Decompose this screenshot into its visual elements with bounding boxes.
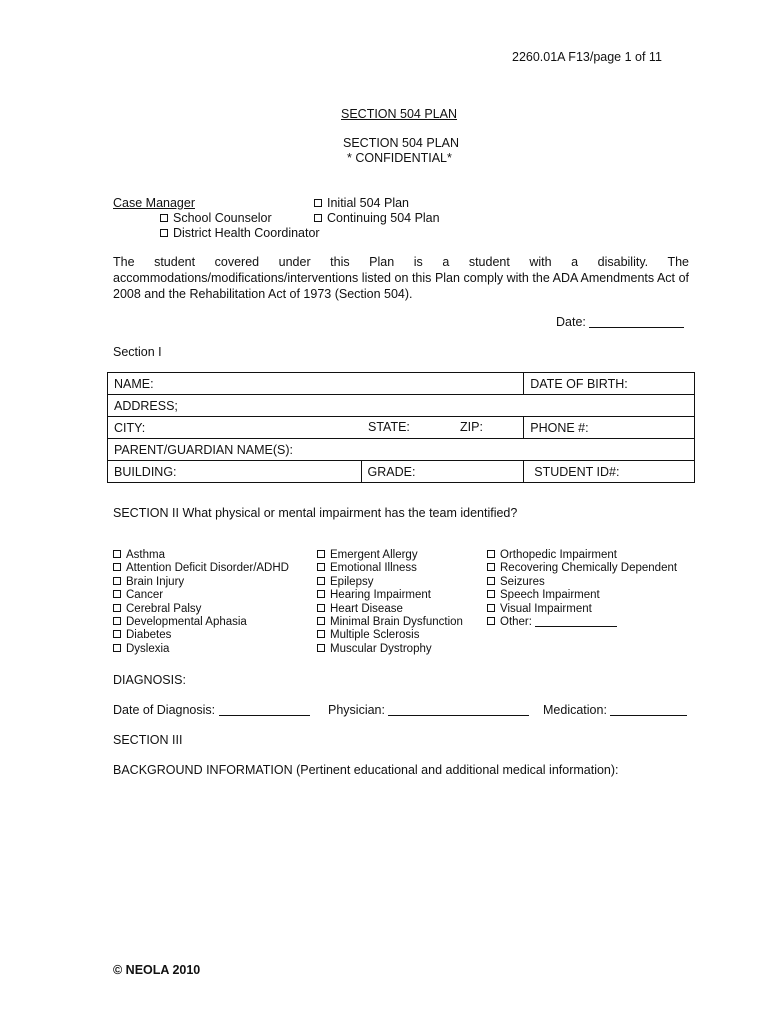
intro-paragraph: The student covered under this Plan is a student with a disability. The accommodations/modifications/interventions listed on this Plan comply with the ADA Amendments Act of 2008 and the Rehabilitation Act of 1973 (Section 504).	[113, 255, 689, 301]
document-title: SECTION 504 PLAN	[341, 107, 458, 121]
impairment-option[interactable]: Visual Impairment	[487, 603, 677, 616]
section-i-heading: Section I	[113, 345, 162, 359]
impairment-option[interactable]: Emotional Illness	[317, 562, 463, 575]
background-info-label: BACKGROUND INFORMATION (Pertinent educational and additional medical information):	[113, 763, 619, 777]
confidential-label: * CONFIDENTIAL*	[347, 151, 452, 165]
date-of-diagnosis-field[interactable]: Date of Diagnosis:	[113, 703, 310, 717]
impairment-column-1	[113, 549, 289, 656]
checkbox-icon[interactable]	[317, 550, 325, 558]
impairment-option[interactable]: Heart Disease	[317, 603, 463, 616]
impairment-option[interactable]: Recovering Chemically Dependent	[487, 562, 677, 575]
initial-plan-option[interactable]: Initial 504 Plan	[314, 196, 409, 210]
physician-blank[interactable]	[388, 703, 529, 716]
section-iii-heading: SECTION III	[113, 733, 183, 747]
impairment-option[interactable]: Asthma	[113, 549, 289, 562]
address-cell[interactable]: ADDRESS;	[108, 395, 695, 417]
checkbox-icon[interactable]	[314, 214, 322, 222]
checkbox-icon[interactable]	[317, 604, 325, 612]
impairment-option[interactable]: Cancer	[113, 589, 289, 602]
continuing-plan-option[interactable]: Continuing 504 Plan	[314, 211, 440, 225]
checkbox-icon[interactable]	[113, 617, 121, 625]
impairment-column-2	[317, 549, 463, 656]
building-cell[interactable]: BUILDING:	[108, 461, 362, 483]
impairment-option[interactable]: Orthopedic Impairment	[487, 549, 677, 562]
checkbox-icon[interactable]	[314, 199, 322, 207]
impairment-option[interactable]: Emergent Allergy	[317, 549, 463, 562]
checkbox-icon[interactable]	[487, 604, 495, 612]
student-info-table	[107, 372, 695, 483]
checkbox-icon[interactable]	[487, 577, 495, 585]
impairment-option[interactable]: Muscular Dystrophy	[317, 643, 463, 656]
impairment-option[interactable]: Minimal Brain Dysfunction	[317, 616, 463, 629]
checkbox-icon[interactable]	[113, 550, 121, 558]
medication-blank[interactable]	[610, 703, 687, 716]
checkbox-icon[interactable]	[317, 577, 325, 585]
impairment-option[interactable]: Dyslexia	[113, 643, 289, 656]
grade-cell[interactable]: GRADE:	[361, 461, 524, 483]
impairment-option[interactable]: Diabetes	[113, 629, 289, 642]
impairment-option[interactable]: Seizures	[487, 576, 677, 589]
phone-cell[interactable]: PHONE #:	[524, 417, 695, 439]
district-health-option[interactable]: District Health Coordinator	[160, 226, 320, 240]
school-counselor-option[interactable]: School Counselor	[160, 211, 272, 225]
checkbox-icon[interactable]	[113, 644, 121, 652]
checkbox-icon[interactable]	[160, 229, 168, 237]
name-cell[interactable]: NAME:	[108, 373, 524, 395]
diagnosis-label: DIAGNOSIS:	[113, 673, 186, 687]
checkbox-icon[interactable]	[487, 617, 495, 625]
date-field[interactable]: Date:	[556, 315, 684, 329]
checkbox-icon[interactable]	[317, 590, 325, 598]
date-of-diagnosis-blank[interactable]	[219, 703, 310, 716]
state-label: STATE:	[368, 420, 410, 434]
impairment-option[interactable]: Cerebral Palsy	[113, 603, 289, 616]
physician-field[interactable]: Physician:	[328, 703, 529, 717]
impairment-option[interactable]: Hearing Impairment	[317, 589, 463, 602]
impairment-option[interactable]: Speech Impairment	[487, 589, 677, 602]
parent-cell[interactable]: PARENT/GUARDIAN NAME(S):	[108, 439, 695, 461]
document-subtitle: SECTION 504 PLAN	[343, 136, 460, 150]
page-reference: 2260.01A F13/page 1 of 11	[512, 50, 662, 64]
checkbox-icon[interactable]	[487, 550, 495, 558]
impairment-option-other[interactable]: Other:	[487, 616, 677, 629]
checkbox-icon[interactable]	[317, 644, 325, 652]
impairment-option[interactable]: Epilepsy	[317, 576, 463, 589]
impairment-option[interactable]: Brain Injury	[113, 576, 289, 589]
checkbox-icon[interactable]	[113, 590, 121, 598]
checkbox-icon[interactable]	[160, 214, 168, 222]
case-manager-label: Case Manager	[113, 196, 195, 210]
checkbox-icon[interactable]	[487, 590, 495, 598]
date-blank[interactable]	[589, 315, 684, 328]
checkbox-icon[interactable]	[113, 630, 121, 638]
checkbox-icon[interactable]	[113, 563, 121, 571]
checkbox-icon[interactable]	[113, 604, 121, 612]
checkbox-icon[interactable]	[113, 577, 121, 585]
impairment-option[interactable]: Developmental Aphasia	[113, 616, 289, 629]
checkbox-icon[interactable]	[487, 563, 495, 571]
city-label: CITY:	[114, 420, 146, 435]
impairment-option[interactable]: Multiple Sclerosis	[317, 629, 463, 642]
copyright-footer: © NEOLA 2010	[113, 963, 201, 977]
city-state-zip-cell[interactable]	[108, 417, 524, 439]
section-ii-heading: SECTION II What physical or mental impairment has the team identified?	[113, 506, 518, 520]
dob-cell[interactable]: DATE OF BIRTH:	[524, 373, 695, 395]
medication-field[interactable]: Medication:	[543, 703, 687, 717]
student-id-cell[interactable]: STUDENT ID#:	[524, 461, 695, 483]
impairment-option[interactable]: Attention Deficit Disorder/ADHD	[113, 562, 289, 575]
zip-label: ZIP:	[460, 420, 483, 434]
checkbox-icon[interactable]	[317, 630, 325, 638]
checkbox-icon[interactable]	[317, 617, 325, 625]
impairment-column-3	[487, 549, 677, 629]
checkbox-icon[interactable]	[317, 563, 325, 571]
other-blank[interactable]	[535, 616, 617, 627]
